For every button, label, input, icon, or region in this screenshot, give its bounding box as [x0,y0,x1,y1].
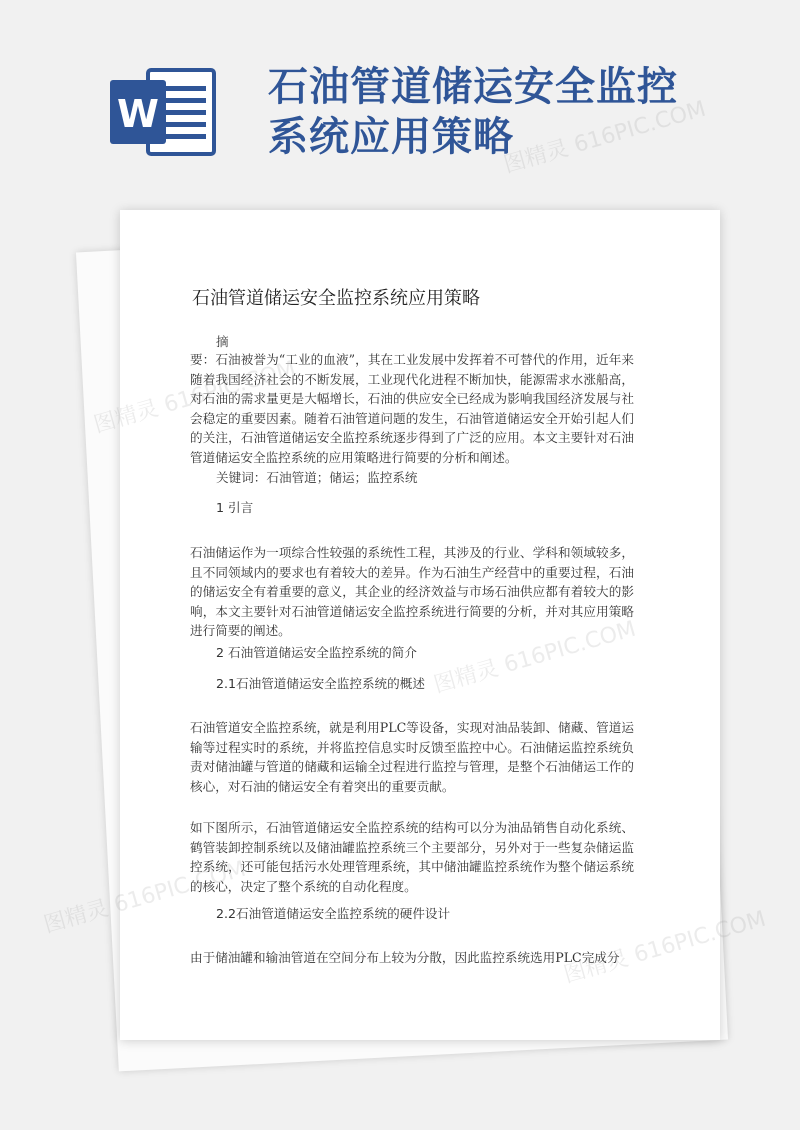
word-app-icon [108,64,218,160]
body-paragraph: 如下图所示，石油管道储运安全监控系统的结构可以分为油品销售自动化系统、鹤管装卸控制系统以及储油罐监控系统三个主要部分，另外对于一些复杂储运监控系统，还可能包括污水处理管理系统，其中储油罐监控系统作为整个储运系统的核心，决定了整个系统的自动化程度。 [190,820,634,894]
body-paragraph: 石油管道安全监控系统，就是利用PLC等设备，实现对油品装卸、储藏、管道运输等过程实时的系统，并将监控信息实时反馈至监控中心。石油储运监控系统负责对储油罐与管道的储藏和运输全过程进行监控与管理，是整个石油储运工作的核心，对石油的储运安全有着突出的重要贡献。 [190,720,634,794]
section-heading-2: 2 石油管道储运安全监控系统的简介 [216,645,417,660]
watermark: 图精灵 [41,895,112,939]
watermark: 图精灵 616PIC.COM [501,96,709,179]
abstract-label: 摘 [216,334,229,349]
section-heading-2-1: 2.1石油管道储运安全监控系统的概述 [216,676,425,691]
banner-title [268,62,788,162]
banner-title-line1: 石油管道储运安全监控 [268,63,678,110]
keywords-line: 关键词：石油管道；储运；监控系统 [216,470,418,485]
word-icon-letter: W [117,92,159,136]
body-paragraph: 石油储运作为一项综合性较强的系统性工程，其涉及的行业、学科和领域较多，且不同领域内的要求也有着较大的差异。作为石油生产经营中的重要过程，石油的储运安全有着重要的意义，其企业的经济效益与市场石油供应都有着较大的影响，本文主要针对石油管道储运安全监控系统进行简要的分析，并对其应用策略进行简要的阐述。 [190,545,634,638]
banner-title-line2: 系统应用策略 [268,113,514,160]
abstract-paragraph: 要：石油被誉为“工业的血液”，其在工业发展中发挥着不可替代的作用，近年来随着我国经济社会的不断发展，工业现代化进程不断加快，能源需求水涨船高，对石油的需求量更是大幅增长，石油的供应安全已经成为影响我国经济发展与社会稳定的重要因素。随着石油管道问题的发生，石油管道储运安全开始引起人们的关注，石油管道储运安全监控系统逐步得到了广泛的应用。本文主要针对石油管道储运安全监控系统的应用策略进行简要的分析和阐述。 [190,352,634,465]
section-heading-intro: 1 引言 [216,500,254,515]
document-page [120,210,720,1040]
document-title: 石油管道储运安全监控系统应用策略 [192,288,480,309]
section-heading-2-2: 2.2石油管道储运安全监控系统的硬件设计 [216,906,451,921]
body-paragraph: 由于储油罐和输油管道在空间分布上较为分散，因此监控系统选用PLC完成分 [190,950,620,965]
